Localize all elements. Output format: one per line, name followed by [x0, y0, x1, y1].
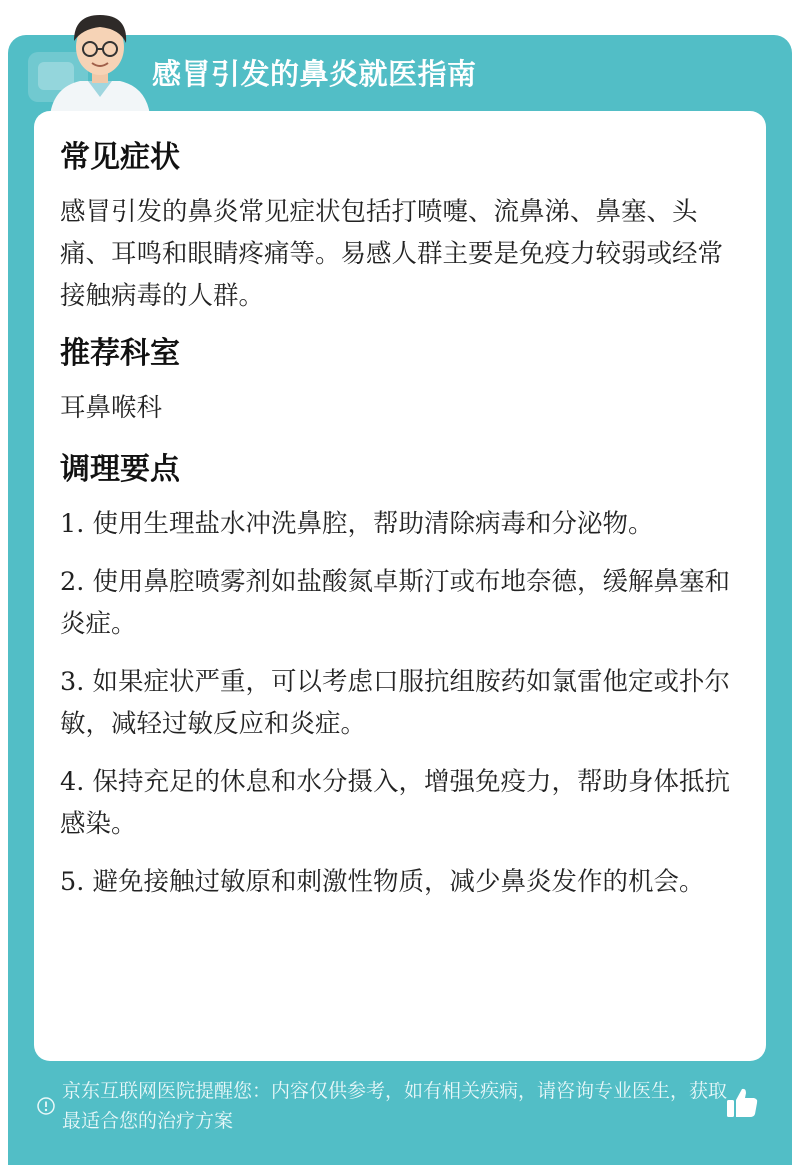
- care-tip-3: [60, 661, 730, 745]
- disclaimer-text: 京东互联网医院提醒您：内容仅供参考，如有相关疾病，请咨询专业医生，获取最适合您的治疗方案: [62, 1080, 728, 1132]
- care-tip-text: 避免接触过敏原和刺激性物质，减少鼻炎发作的机会。: [92, 867, 705, 897]
- doctor-avatar-icon: [40, 5, 160, 115]
- care-tip-4: [60, 761, 730, 845]
- thumbs-up-icon[interactable]: [724, 1085, 760, 1121]
- care-tip-2: [60, 561, 730, 645]
- department-text: 耳鼻喉科: [60, 393, 163, 423]
- care-tip-5: [60, 861, 730, 903]
- content-panel: [34, 111, 766, 1061]
- care-tip-number: 1.: [60, 509, 85, 539]
- page-title: 感冒引发的鼻炎就医指南: [152, 57, 477, 91]
- care-tip-number: 2.: [60, 567, 85, 597]
- care-tip-text: 保持充足的休息和水分摄入，增强免疫力，帮助身体抵抗感染。: [60, 767, 730, 839]
- care-tip-text: 使用生理盐水冲洗鼻腔，帮助清除病毒和分泌物。: [92, 509, 654, 539]
- info-icon: [36, 1096, 56, 1116]
- care-tip-number: 5.: [60, 867, 85, 897]
- care-tip-text: 如果症状严重，可以考虑口服抗组胺药如氯雷他定或扑尔敏，减轻过敏反应和炎症。: [60, 667, 730, 739]
- section-title-department: 推荐科室: [60, 336, 180, 371]
- symptoms-text: 感冒引发的鼻炎常见症状包括打喷嚏、流鼻涕、鼻塞、头痛、耳鸣和眼睛疼痛等。易感人群主要是免疫力较弱或经常接触病毒的人群。: [60, 197, 724, 311]
- care-tip-text: 使用鼻腔喷雾剂如盐酸氮卓斯汀或布地奈德，缓解鼻塞和炎症。: [60, 567, 730, 639]
- section-title-care: 调理要点: [60, 452, 180, 487]
- section-title-symptoms: 常见症状: [60, 140, 180, 175]
- care-tip-number: 4.: [60, 767, 85, 797]
- care-tip-number: 3.: [60, 667, 85, 697]
- care-tip-1: [60, 503, 730, 545]
